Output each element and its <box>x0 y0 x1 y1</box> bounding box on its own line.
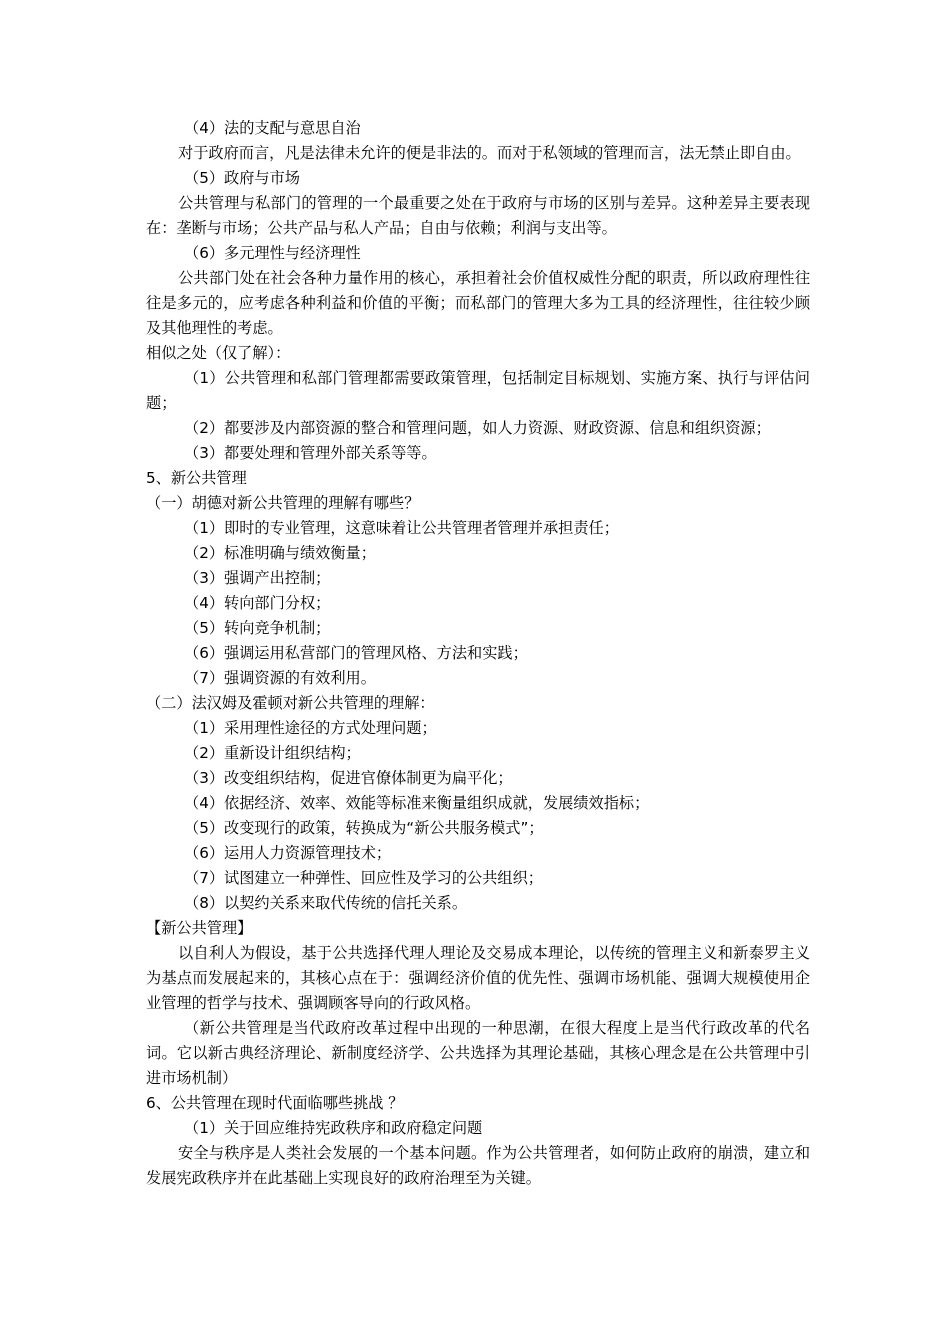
list-item: （8）以契约关系来取代传统的信托关系。 <box>184 894 468 912</box>
list-item: （7）试图建立一种弹性、回应性及学习的公共组织； <box>184 869 543 887</box>
list-item: （6）强调运用私营部门的管理风格、方法和实践； <box>184 644 528 662</box>
section-heading: 6、公共管理在现时代面临哪些挑战 ？ <box>146 1094 404 1112</box>
section-heading: 5、新公共管理 <box>146 469 247 487</box>
list-item: （2）标准明确与绩效衡量； <box>184 544 376 562</box>
section-heading: （二）法汉姆及霍顿对新公共管理的理解： <box>146 694 435 712</box>
list-item: （4）法的支配与意思自治 <box>184 119 361 137</box>
section-heading: 【新公共管理】 <box>146 919 253 937</box>
section-heading: （一）胡德对新公共管理的理解有哪些？ <box>146 494 420 512</box>
list-item: （1）公共管理和私部门管理都需要政策管理，包括制定目标规划、实施方案、执行与评估问题； <box>146 369 810 412</box>
paragraph: 安全与秩序是人类社会发展的一个基本问题。作为公共管理者，如何防止政府的崩溃，建立和发展宪政秩序并在此基础上实现良好的政府治理至为关键。 <box>146 1144 810 1187</box>
list-item: （5）政府与市场 <box>184 169 300 187</box>
document-body <box>146 116 810 1191</box>
list-item: （1）即时的专业管理，这意味着让公共管理者管理并承担责任； <box>184 519 619 537</box>
list-item: （3）改变组织结构，促进官僚体制更为扁平化； <box>184 769 513 787</box>
list-item: （4）转向部门分权； <box>184 594 331 612</box>
paragraph: 公共部门处在社会各种力量作用的核心，承担着社会价值权威性分配的职责，所以政府理性往往是多元的，应考虑各种利益和价值的平衡；而私部门的管理大多为工具的经济理性，往往较少顾及其他理性的考虑。 <box>146 269 810 337</box>
paragraph: （新公共管理是当代政府改革过程中出现的一种思潮，在很大程度上是当代行政改革的代名词。它以新古典经济理论、新制度经济学、公共选择为其理论基础，其核心理念是在公共管理中引进市场机制） <box>146 1019 810 1087</box>
list-item: （3）都要处理和管理外部关系等等。 <box>184 444 437 462</box>
list-item: （6）多元理性与经济理性 <box>184 244 361 262</box>
list-item: （1）采用理性途径的方式处理问题； <box>184 719 437 737</box>
section-heading: 相似之处（仅了解）： <box>146 344 291 362</box>
list-item: （4）依据经济、效率、效能等标准来衡量组织成就，发展绩效指标； <box>184 794 650 812</box>
list-item: （2）重新设计组织结构； <box>184 744 361 762</box>
list-item: （3）强调产出控制； <box>184 569 331 587</box>
list-item: （5）改变现行的政策，转换成为“新公共服务模式”； <box>184 819 544 837</box>
list-item: （5）转向竞争机制； <box>184 619 331 637</box>
list-item: （1）关于回应维持宪政秩序和政府稳定问题 <box>184 1119 483 1137</box>
list-item: （6）运用人力资源管理技术； <box>184 844 392 862</box>
list-item: （2）都要涉及内部资源的整合和管理问题，如人力资源、财政资源、信息和组织资源； <box>184 419 771 437</box>
paragraph: 以自利人为假设，基于公共选择代理人理论及交易成本理论，以传统的管理主义和新泰罗主义为基点而发展起来的，其核心点在于：强调经济价值的优先性、强调市场机能、强调大规模使用企业管理的哲学与技术、强调顾客导向的行政风格。 <box>146 944 810 1012</box>
paragraph: 公共管理与私部门的管理的一个最重要之处在于政府与市场的区别与差异。这种差异主要表现在：垄断与市场；公共产品与私人产品；自由与依赖；利润与支出等。 <box>146 194 810 237</box>
paragraph: 对于政府而言，凡是法律未允许的便是非法的。而对于私领域的管理而言，法无禁止即自由。 <box>178 144 801 162</box>
list-item: （7）强调资源的有效利用。 <box>184 669 376 687</box>
